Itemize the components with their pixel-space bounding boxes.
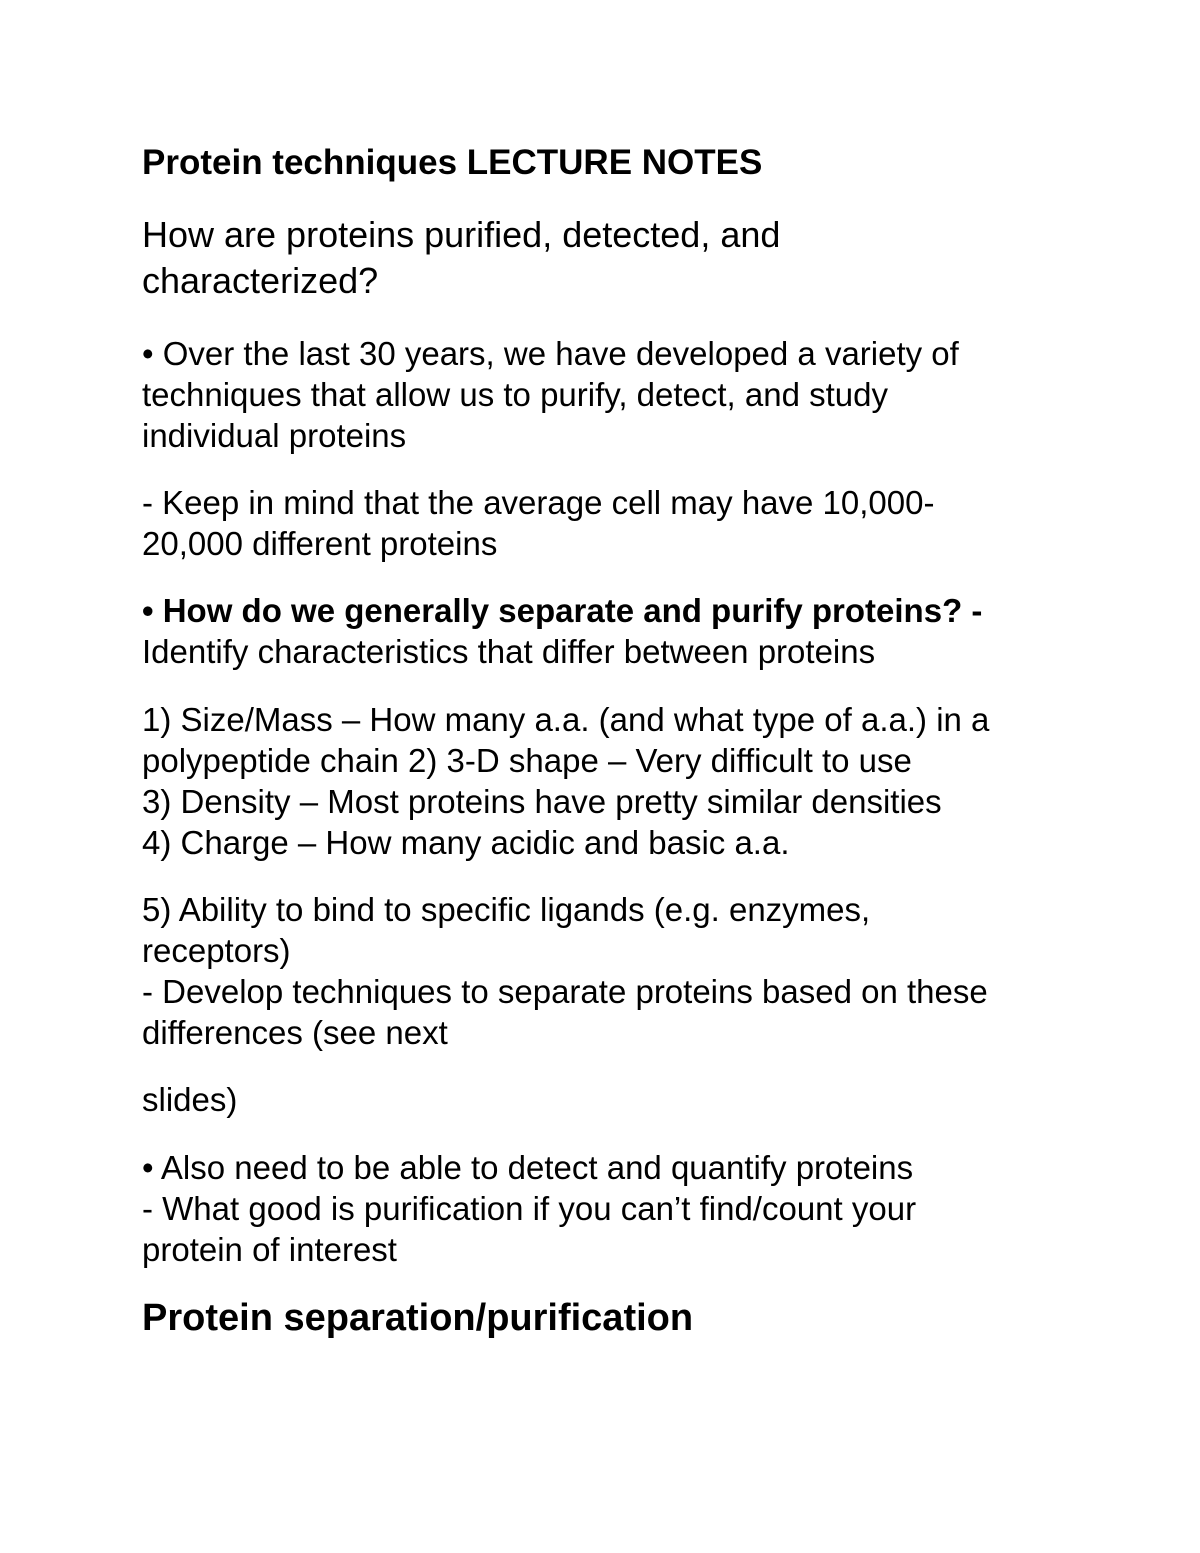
text-line: - Keep in mind that the average cell may have 10,000-	[142, 484, 935, 521]
paragraph-overview	[142, 333, 959, 456]
text-line: individual proteins	[142, 417, 407, 454]
list-item: 3) Density – Most proteins have pretty similar densities	[142, 783, 942, 820]
text-line: 5) Ability to bind to specific ligands (e.g. enzymes,	[142, 891, 871, 928]
section-heading: Protein separation/purification	[142, 1297, 694, 1339]
text-line: 20,000 different proteins	[142, 525, 498, 562]
paragraph-slides	[142, 1079, 237, 1120]
text-line: • Also need to be able to detect and quantify proteins	[142, 1149, 914, 1186]
paragraph-separation-question	[142, 590, 982, 672]
list-item: polypeptide chain 2) 3-D shape – Very difficult to use	[142, 742, 912, 779]
subtitle-line: characterized?	[142, 260, 379, 301]
text-line: slides)	[142, 1081, 238, 1118]
list-item: 1) Size/Mass – How many a.a. (and what type of a.a.) in a	[142, 701, 990, 738]
subtitle	[142, 212, 780, 304]
text-line: Identify characteristics that differ between proteins	[142, 633, 876, 670]
paragraph-detection	[142, 1147, 916, 1270]
text-line: techniques that allow us to purify, detect, and study	[142, 376, 888, 413]
text-line: protein of interest	[142, 1231, 397, 1268]
bold-question: • How do we generally separate and purify proteins? -	[142, 592, 983, 629]
text-line: • Over the last 30 years, we have developed a variety of	[142, 335, 959, 372]
text-line: differences (see next	[142, 1014, 448, 1051]
page-title: Protein techniques LECTURE NOTES	[142, 143, 763, 182]
text-line: - Develop techniques to separate proteins based on these	[142, 973, 988, 1010]
characteristics-list	[142, 699, 989, 863]
text-line: receptors)	[142, 932, 291, 969]
paragraph-cell-proteins	[142, 482, 934, 564]
list-item: 4) Charge – How many acidic and basic a.a.	[142, 824, 790, 861]
paragraph-ligands	[142, 889, 988, 1053]
subtitle-line: How are proteins purified, detected, and	[142, 214, 781, 255]
text-line: - What good is purification if you can’t find/count your	[142, 1190, 917, 1227]
